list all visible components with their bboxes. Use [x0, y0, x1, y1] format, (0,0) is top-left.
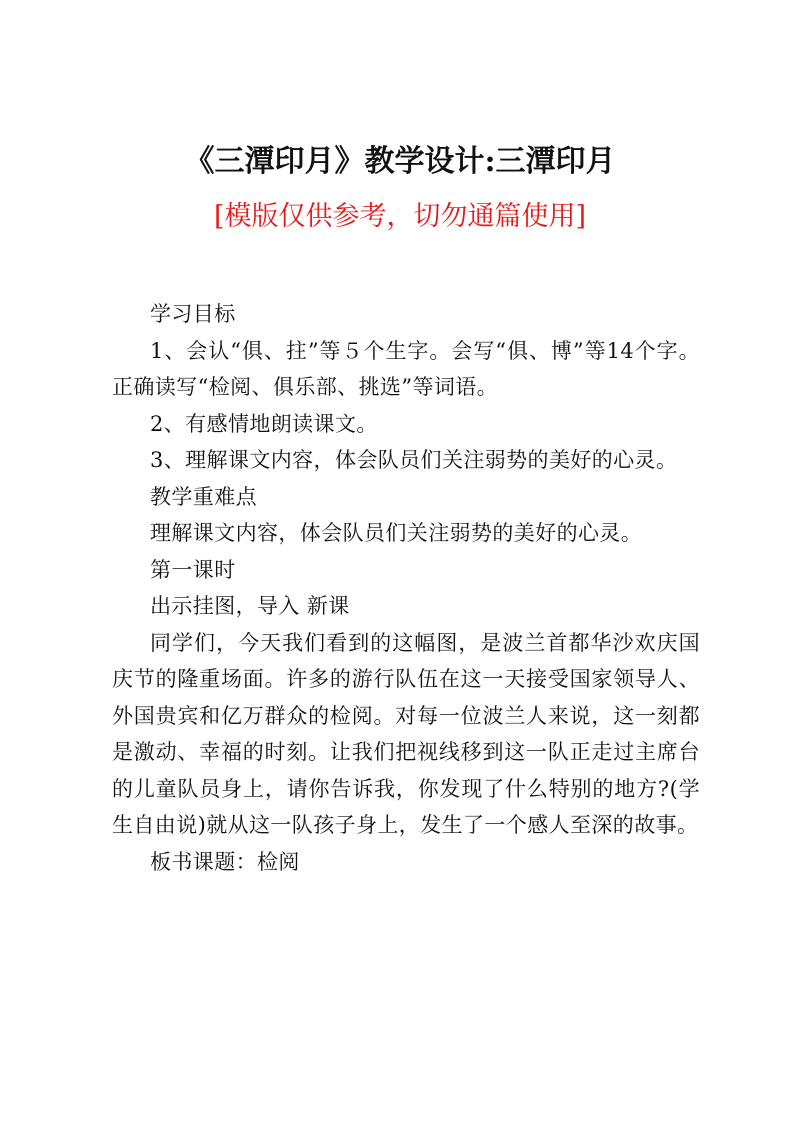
blackboard-topic: 板书课题：检阅 — [150, 849, 300, 874]
section-heading-key-points: 教学重难点 — [150, 484, 257, 509]
objective-item-3: 3、理解课文内容，体会队员们关注弱势的美好的心灵。 — [150, 448, 678, 472]
lesson-intro-paragraph: 同学们，今天我们看到的这幅图，是波兰首都华沙欢庆国庆节的隆重场面。许多的游行队伍在这一天接受国家领导人、外国贵宾和亿万群众的检阅。对每一位波兰人来说，这一刻都是激动、幸福的时刻。让我们把视线移到这一队正走过主席台的儿童队员身上，请你告诉我，你发现了什么特别的地方?(学生自由说)就从这一队孩子身上，发生了一个感人至深的故事。 — [112, 630, 700, 837]
section-heading-lesson-one: 第一课时 — [150, 557, 236, 582]
objective-item-1: 1、会认“俱、拄”等５个生字。会写“俱、博”等14个字。正确读写“检阅、俱乐部、挑选”等词语。 — [112, 338, 700, 399]
template-notice: [模版仅供参考，切勿通篇使用] — [213, 201, 587, 232]
objective-item-2: 2、有感情地朗读课文。 — [150, 411, 378, 436]
document-title: 《三潭印月》教学设计:三潭印月 — [184, 144, 616, 179]
document-body — [112, 296, 700, 880]
lesson-intro-step: 出示挂图，导入 新课 — [150, 594, 350, 618]
key-point-paragraph: 理解课文内容，体会队员们关注弱势的美好的心灵。 — [150, 521, 643, 545]
section-heading-objectives: 学习目标 — [150, 302, 236, 326]
